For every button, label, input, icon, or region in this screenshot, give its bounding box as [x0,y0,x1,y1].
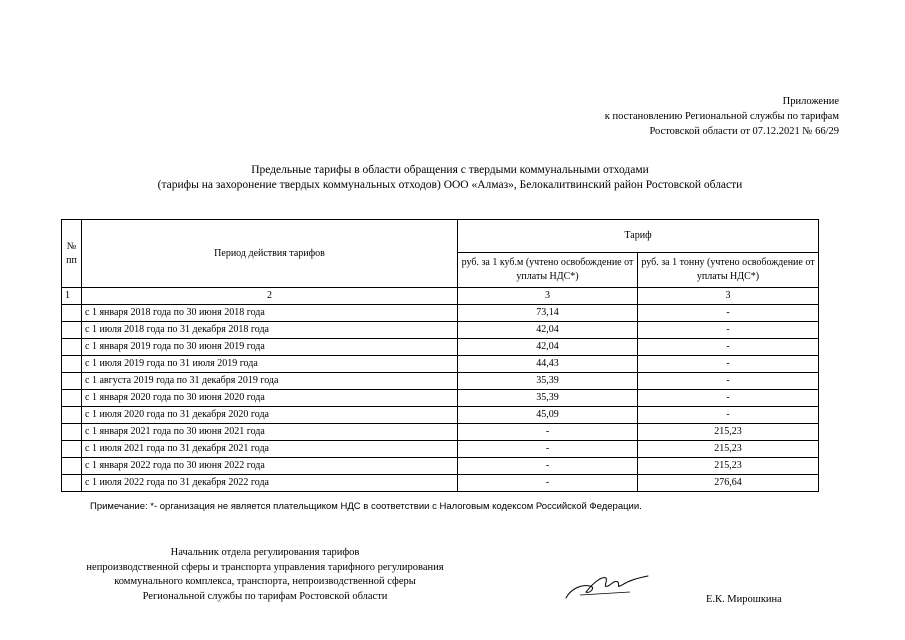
row-number-cell [62,339,82,356]
appendix-line-3: Ростовской области от 07.12.2021 № 66/29 [649,126,839,137]
table-row [62,458,819,475]
header-per-ton: руб. за 1 тонну (учтено освобождение от уплаты НДС*) [638,253,819,288]
table-row [62,305,819,322]
appendix-line-2: к постановлению Региональной службы по тарифам [604,111,839,122]
tariff-ton-cell: - [638,322,819,339]
table-row [62,322,819,339]
signatory-position [45,546,485,604]
tariff-ton-cell: - [638,373,819,390]
signatory-line-2: непроизводственной сферы и транспорта управления тарифного регулирования [86,561,444,573]
period-cell: с 1 января 2019 года по 30 июня 2019 года [82,339,458,356]
period-cell: с 1 января 2022 года по 30 июня 2022 года [82,458,458,475]
document-title [100,163,800,193]
period-cell: с 1 июля 2021 года по 31 декабря 2021 года [82,441,458,458]
period-cell: с 1 июля 2020 года по 31 декабря 2020 года [82,407,458,424]
row-number-cell [62,322,82,339]
tariff-ton-cell: - [638,305,819,322]
row-number-cell [62,356,82,373]
index-row [62,288,819,305]
tariff-table [61,219,819,492]
header-period: Период действия тарифов [82,220,458,288]
period-cell: с 1 августа 2019 года по 31 декабря 2019 года [82,373,458,390]
signatory-line-1: Начальник отдела регулирования тарифов [170,547,360,558]
period-cell: с 1 июля 2019 года по 31 июля 2019 года [82,356,458,373]
signatory-name: Е.К. Мирошкина [706,594,782,605]
index-cell: 3 [458,288,638,305]
row-number-cell [62,390,82,407]
tariff-m3-cell: 45,09 [458,407,638,424]
tariff-ton-cell: 276,64 [638,475,819,492]
tariff-m3-cell: - [458,458,638,475]
table-row [62,373,819,390]
period-cell: с 1 января 2020 года по 30 июня 2020 года [82,390,458,407]
tariff-m3-cell: - [458,475,638,492]
row-number-cell [62,407,82,424]
tariff-ton-cell: 215,23 [638,441,819,458]
row-number-cell [62,424,82,441]
period-cell: с 1 января 2018 года по 30 июня 2018 года [82,305,458,322]
table-row [62,407,819,424]
period-cell: с 1 июля 2022 года по 31 декабря 2022 года [82,475,458,492]
row-number-cell [62,441,82,458]
table-row [62,475,819,492]
title-line-1: Предельные тарифы в области обращения с твердыми коммунальными отходами [251,164,649,176]
handwritten-signature [560,568,652,602]
tariff-m3-cell: 42,04 [458,322,638,339]
header-tariff: Тариф [458,220,819,253]
tariff-ton-cell: - [638,390,819,407]
footnote: Примечание: *- организация не является плательщиком НДС в соответствии с Налоговым кодексом Российской Федерации. [90,501,642,512]
tariff-m3-cell: - [458,424,638,441]
tariff-m3-cell: 42,04 [458,339,638,356]
tariff-m3-cell: - [458,441,638,458]
period-cell: с 1 января 2021 года по 30 июня 2021 года [82,424,458,441]
tariff-ton-cell: - [638,407,819,424]
header-number: № пп [62,220,82,288]
index-cell: 1 [62,288,82,305]
table-row [62,356,819,373]
tariff-ton-cell: 215,23 [638,458,819,475]
tariff-m3-cell: 35,39 [458,373,638,390]
period-cell: с 1 июля 2018 года по 31 декабря 2018 года [82,322,458,339]
tariff-m3-cell: 44,43 [458,356,638,373]
appendix-header [605,94,839,139]
title-line-2: (тарифы на захоронение твердых коммунальных отходов) ООО «Алмаз», Белокалитвинский район Ростовской области [157,179,743,191]
row-number-cell [62,305,82,322]
row-number-cell [62,475,82,492]
table-row [62,390,819,407]
row-number-cell [62,458,82,475]
tariff-ton-cell: - [638,339,819,356]
appendix-line-1: Приложение [782,96,839,107]
index-cell: 2 [82,288,458,305]
tariff-m3-cell: 73,14 [458,305,638,322]
table-row [62,339,819,356]
tariff-ton-cell: - [638,356,819,373]
row-number-cell [62,373,82,390]
table-row [62,424,819,441]
signatory-line-3: коммунального комплекса, транспорта, непроизводственной сферы [114,576,416,587]
index-cell: 3 [638,288,819,305]
signatory-line-4: Региональной службы по тарифам Ростовской области [142,590,388,602]
header-per-m3: руб. за 1 куб.м (учтено освобождение от уплаты НДС*) [458,253,638,288]
tariff-m3-cell: 35,39 [458,390,638,407]
tariff-ton-cell: 215,23 [638,424,819,441]
table-row [62,441,819,458]
